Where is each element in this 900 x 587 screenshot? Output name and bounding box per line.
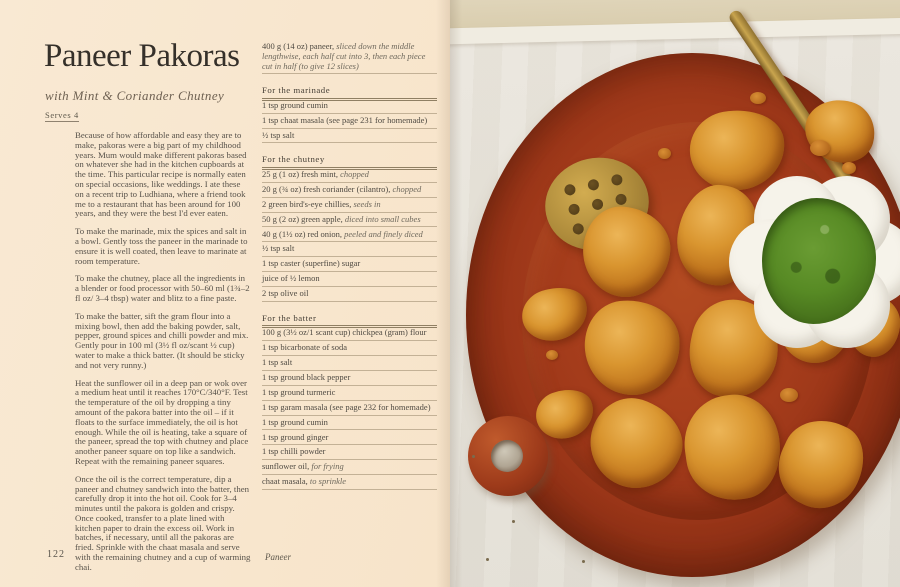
ingredient-item: 1 tsp salt (262, 356, 437, 371)
ingredient-item: ½ tsp salt (262, 129, 437, 144)
ingredient-item: 1 tsp chilli powder (262, 445, 437, 460)
spoon-hole (563, 183, 576, 196)
serves-label: Serves 4 (45, 110, 79, 120)
ingredient-item: 20 g (¾ oz) fresh coriander (cilantro), chopped (262, 183, 437, 198)
crumb (750, 92, 766, 104)
ingredient-item: chaat masala, to sprinkle (262, 475, 437, 490)
ingredient-section-title: For the marinade (262, 85, 437, 99)
ingredient-item: 1 tsp garam masala (see page 232 for homemade) (262, 401, 437, 416)
method-paragraph: Once the oil is the correct temperature, dip a paneer and chutney sandwich into the batter, then carefully drop it into the hot oil. Cook for 3–4 minutes until the pakora is golden and crispy. Once cooked, transfer to a plate lined with kitchen paper to drain the excess oil. Work in batches, if necessary, until all the pakoras are fried. Sprinkle with the chaat masala and serve with the remaining chutney and a cup of warming chai. (75, 473, 251, 572)
spoon-hole (571, 222, 584, 235)
ingredient-item: 400 g (14 oz) paneer, sliced down the middle lengthwise, each half cut into 3, then each piece cut in half (to give 12 slices) (262, 40, 437, 74)
method-column (75, 131, 251, 581)
speck (472, 455, 475, 458)
crumb (546, 350, 558, 360)
speck (486, 558, 489, 561)
method-paragraph: Heat the sunflower oil in a deep pan or wok over a medium heat until it reaches 170°C/340°F. Test the temperature of the oil by dropping a tiny amount of the pakora batter into the oil – if it floats to the surface immediately, the oil is hot enough. While the oil is heating, take a square of the paneer, spread the top with chutney and place another paneer square on top like a sandwich. Repeat with the remaining paneer squares. (75, 377, 249, 466)
spoon-hole (614, 192, 627, 205)
ingredient-item: 25 g (1 oz) fresh mint, chopped (262, 168, 437, 183)
ingredient-item: 1 tsp ground ginger (262, 430, 437, 445)
ingredient-section-title: For the batter (262, 313, 437, 327)
crumb (658, 148, 671, 159)
page-gutter-shadow (436, 0, 450, 587)
method-paragraph: Because of how affordable and easy they are to make, pakoras were a big part of my childhood years. Mum would make different pakoras based on whatever she had in the kitchen cupboards at the time. This particular recipe is normally eaten on special occasions, like weddings. I ate these on a recent trip to Ludhiana, where a friend took me to a restaurant that has been around for 100 years, and they were the best I'd ever eaten. (75, 130, 247, 219)
speck (512, 520, 515, 523)
spoon-hole (586, 178, 599, 191)
ingredient-item: 1 tsp chaat masala (see page 231 for homemade) (262, 114, 437, 129)
speck (582, 560, 585, 563)
ingredient-item: 1 tsp ground cumin (262, 416, 437, 431)
ingredient-item: 40 g (1½ oz) red onion, peeled and finely diced (262, 227, 437, 242)
ingredient-item: 1 tsp caster (superfine) sugar (262, 257, 437, 272)
method-paragraph: To make the marinade, mix the spices and salt in a bowl. Gently toss the paneer in the marinade to ensure it is well coated, then leave to marinate at room temperature. (75, 226, 248, 266)
ingredient-item: 2 green bird's-eye chillies, seeds in (262, 198, 437, 213)
spoon-hole (590, 197, 603, 210)
ingredient-item: 2 tsp olive oil (262, 287, 437, 302)
recipe-title: Paneer Pakoras (44, 38, 240, 74)
crumb (810, 140, 830, 156)
dish-photo (450, 0, 900, 587)
ingredient-section-title: For the chutney (262, 154, 437, 168)
ingredients-column (262, 40, 437, 490)
method-paragraph: To make the batter, sift the gram flour into a mixing bowl, then add the baking powder, salt, pepper, ground spices and chilli powder and mix. Gently pour in 100 ml (3½ fl oz/scant ½ cup) water to make a thick batter. (It should be sticky and not very runny.) (75, 310, 249, 370)
ingredient-item: 1 tsp ground cumin (262, 99, 437, 114)
spoon-hole (610, 173, 623, 186)
recipe-subtitle: with Mint & Coriander Chutney (45, 88, 225, 103)
ingredient-item: 1 tsp ground turmeric (262, 386, 437, 401)
ingredient-item: sunflower oil, for frying (262, 460, 437, 475)
crumb (780, 388, 798, 402)
chapter-footer: Paneer (265, 552, 291, 562)
plate-handle-hole (491, 440, 523, 472)
method-paragraph: To make the chutney, place all the ingredients in a blender or food processor with 50–60 ml (1¾–2 fl oz/ 3–4 tbsp) water and blitz to a fine paste. (75, 273, 250, 303)
ingredient-item: 1 tsp bicarbonate of soda (262, 341, 437, 356)
crumb (842, 162, 856, 174)
ingredient-item: juice of ½ lemon (262, 272, 437, 287)
spoon-hole (567, 202, 580, 215)
ingredient-item: 100 g (3½ oz/1 scant cup) chickpea (gram) flour (262, 326, 437, 341)
ingredient-item: 50 g (2 oz) green apple, diced into small cubes (262, 213, 437, 228)
photo-spine-shadow (450, 0, 462, 587)
ingredient-item: ½ tsp salt (262, 242, 437, 257)
page-number: 122 (47, 549, 65, 560)
ingredient-item: 1 tsp ground black pepper (262, 371, 437, 386)
